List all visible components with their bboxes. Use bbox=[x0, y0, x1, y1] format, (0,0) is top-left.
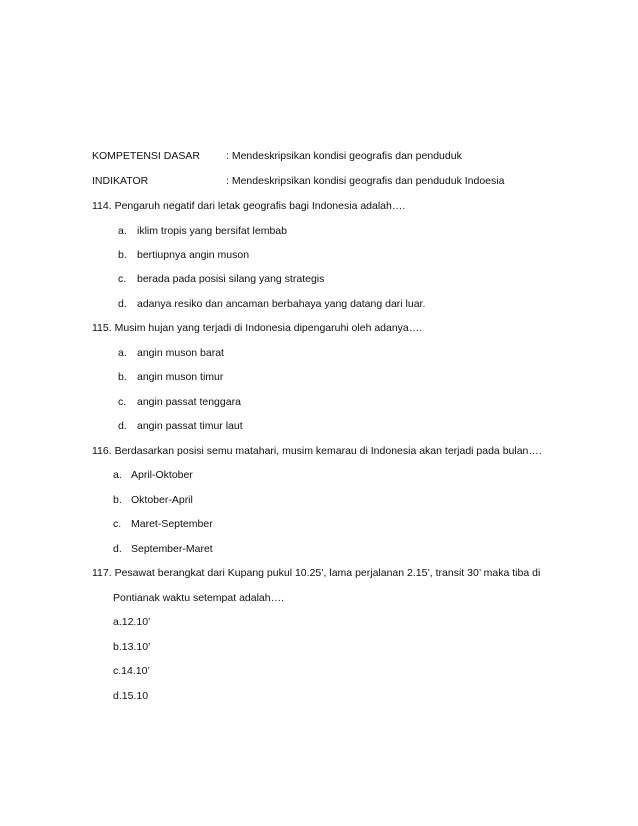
option-letter: b. bbox=[118, 249, 127, 261]
option-text: angin muson timur bbox=[137, 371, 224, 383]
option-text: Oktober-April bbox=[131, 494, 193, 506]
option-letter: c. bbox=[113, 518, 122, 530]
option-text: angin muson barat bbox=[137, 347, 224, 359]
option-text: iklim tropis yang bersifat lembab bbox=[137, 225, 287, 237]
option-text: Maret-September bbox=[131, 518, 213, 530]
option-text: a.12.10’ bbox=[113, 616, 151, 628]
option-letter: d. bbox=[113, 543, 122, 555]
option-letter: d. bbox=[118, 298, 127, 310]
option-text: d.15.10 bbox=[113, 690, 149, 702]
question-115: 115. Musim hujan yang terjadi di Indonesia dipengaruhi oleh adanya…. bbox=[92, 322, 423, 334]
indikator-value: : Mendeskripsikan kondisi geografis dan penduduk Indoesia bbox=[226, 175, 505, 187]
option-text: angin passat timur laut bbox=[137, 420, 243, 432]
option-text: c.14.10’ bbox=[113, 665, 150, 677]
kompetensi-value: : Mendeskripsikan kondisi geografis dan penduduk bbox=[226, 150, 462, 162]
option-letter: a. bbox=[113, 469, 122, 481]
indikator-label: INDIKATOR bbox=[92, 175, 149, 187]
option-text: b.13.10’ bbox=[113, 641, 151, 653]
option-letter: a. bbox=[118, 347, 127, 359]
option-letter: c. bbox=[118, 273, 127, 285]
option-letter: d. bbox=[118, 420, 127, 432]
option-text: bertiupnya angin muson bbox=[137, 249, 250, 261]
option-text: adanya resiko dan ancaman berbahaya yang datang dari luar. bbox=[137, 298, 426, 310]
option-text: April-Oktober bbox=[131, 469, 193, 481]
option-letter: a. bbox=[118, 225, 127, 237]
option-text: September-Maret bbox=[131, 543, 213, 555]
option-letter: b. bbox=[118, 371, 127, 383]
option-text: berada pada posisi silang yang strategis bbox=[137, 273, 325, 285]
kompetensi-label: KOMPETENSI DASAR bbox=[92, 150, 200, 162]
option-letter: c. bbox=[118, 396, 127, 408]
question-117-continuation: Pontianak waktu setempat adalah…. bbox=[113, 592, 285, 604]
question-116: 116. Berdasarkan posisi semu matahari, musim kemarau di Indonesia akan terjadi pada bulan…. bbox=[92, 445, 542, 457]
question-114: 114. Pengaruh negatif dari letak geografis bagi Indonesia adalah…. bbox=[92, 200, 406, 212]
option-letter: b. bbox=[113, 494, 122, 506]
question-117: 117. Pesawat berangkat dari Kupang pukul 10.25’, lama perjalanan 2.15’, transit 30’ maka tiba di bbox=[92, 567, 541, 579]
option-text: angin passat tenggara bbox=[137, 396, 241, 408]
